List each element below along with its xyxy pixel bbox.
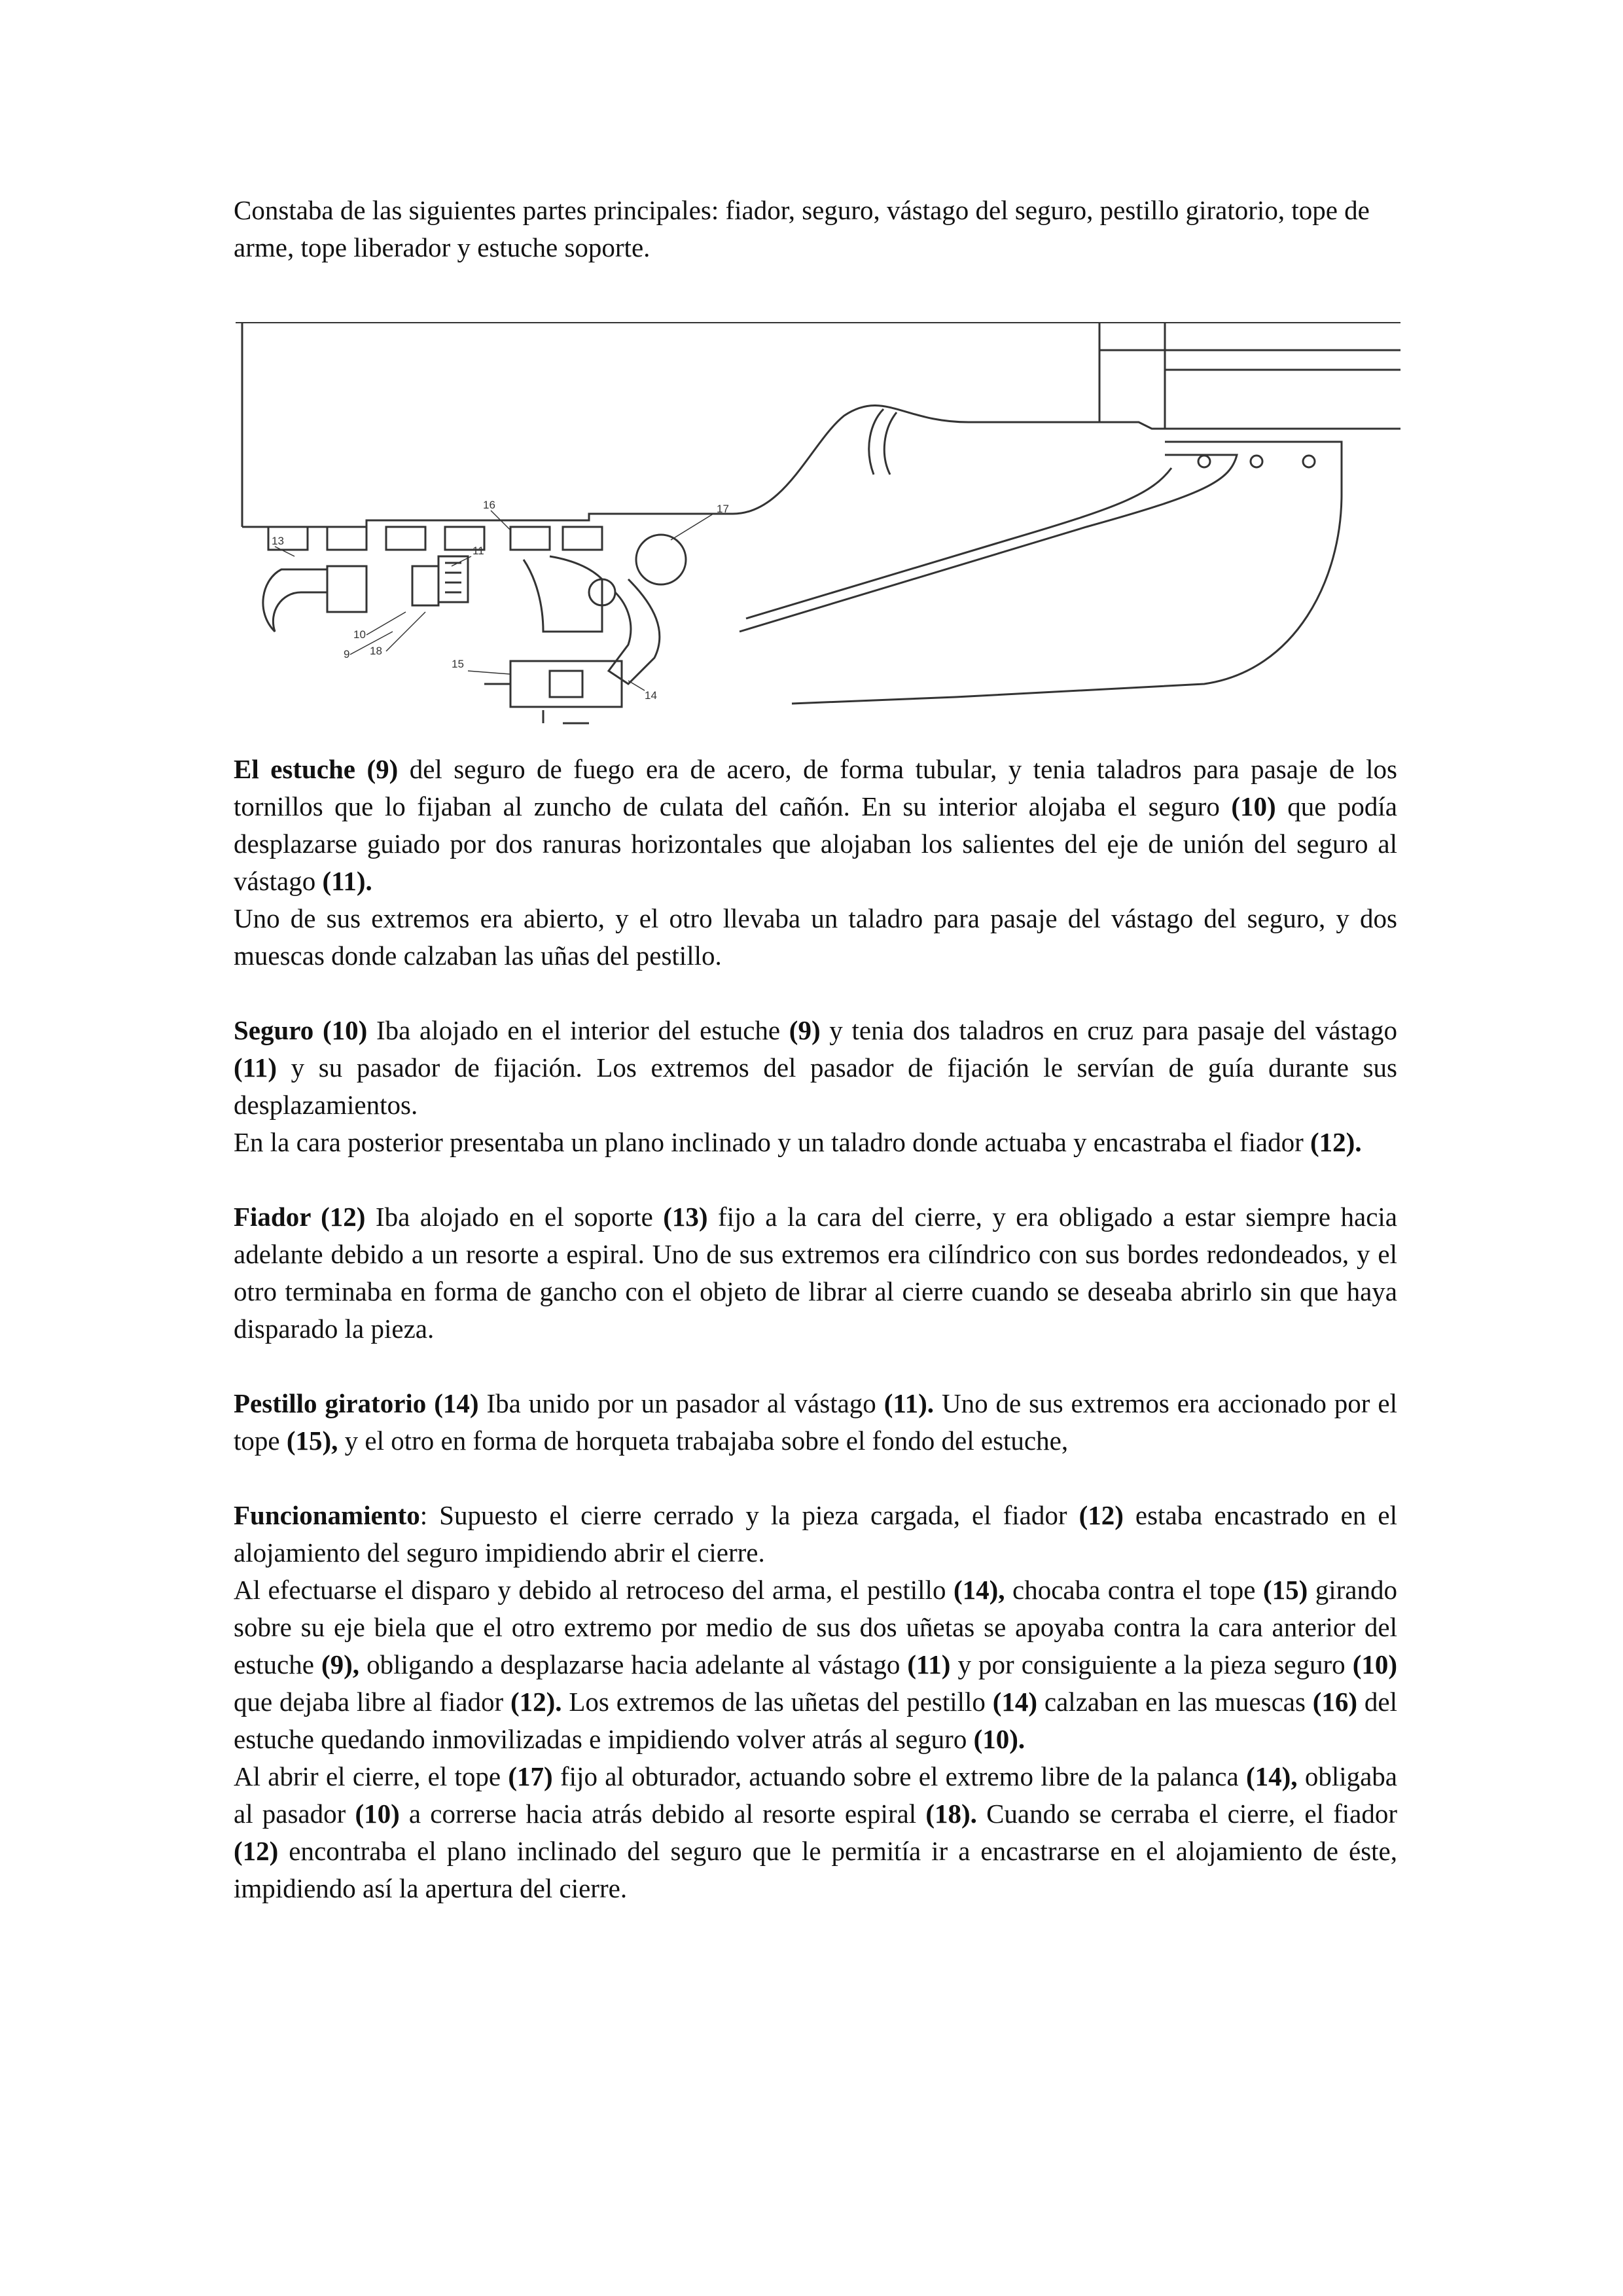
- ref-12: (12): [234, 1836, 279, 1866]
- ref-12: (12): [1079, 1500, 1124, 1530]
- fn-text: a correrse hacia atrás debido al resorte espiral: [399, 1799, 926, 1829]
- fn-text: girando sobre su eje biela que el otro extremo por medio de sus dos uñetas se apoyaba contra la cara anterior del estuche: [234, 1575, 1397, 1679]
- fn-text: obligaba al pasador: [234, 1761, 1397, 1829]
- mechanism-diagram: [236, 304, 1400, 730]
- funcionamiento-text-1: : Supuesto el cierre cerrado y la pieza cargada, el fiador: [419, 1500, 1079, 1530]
- fn-text: encontraba el plano inclinado del seguro que le permitía ir a encastrarse en el alojamiento de éste, impidiendo así la apertura del cierre.: [234, 1836, 1397, 1903]
- fn-text: fijo al obturador, actuando sobre el extremo libre de la palanca: [552, 1761, 1246, 1791]
- ref-18: (18).: [925, 1799, 977, 1829]
- funcionamiento-text-2: estaba encastrado en el alojamiento del seguro impidiendo abrir el cierre.: [234, 1500, 1397, 1568]
- ref-13: (13): [663, 1202, 708, 1232]
- diagram-label-11: 11: [473, 545, 484, 557]
- diagram-label-14: 14: [645, 689, 657, 702]
- diagram-label-13: 13: [272, 535, 284, 547]
- seguro-text-4: En la cara posterior presentaba un plano inclinado y un taladro donde actuaba y encastraba el fiador: [234, 1127, 1311, 1157]
- fn-text: Cuando se cerraba el cierre, el fiador: [976, 1799, 1397, 1829]
- ref-9: (9),: [321, 1649, 360, 1679]
- fn-text: calzaban en las muescas: [1037, 1687, 1313, 1717]
- ref-11: (11): [234, 1052, 277, 1083]
- pestillo-text-1: Iba unido por un pasador al vástago: [478, 1388, 884, 1418]
- fn-text: Al abrir el cierre, el tope: [234, 1761, 508, 1791]
- ref-15: (15): [1262, 1575, 1308, 1605]
- ref-9: (9): [789, 1015, 821, 1045]
- intro-paragraph: [234, 192, 1397, 266]
- fiador-term: Fiador (12): [234, 1202, 366, 1232]
- fn-text: y por consiguiente a la pieza seguro: [950, 1649, 1353, 1679]
- estuche-term: El estuche: [234, 754, 355, 784]
- ref-11: (11).: [883, 1388, 935, 1418]
- body-text: [234, 751, 1397, 1907]
- ref-9: (9): [366, 754, 399, 784]
- funcionamiento-paragraph: [234, 1497, 1397, 1571]
- funcionamiento-paragraph-2: [234, 1571, 1397, 1758]
- fn-text: del estuche quedando inmovilizadas e impidiendo volver atrás al seguro: [234, 1687, 1397, 1754]
- ref-11: (11).: [322, 866, 372, 896]
- mechanism-drawing: [236, 304, 1400, 730]
- fn-text: chocaba contra el tope: [1005, 1575, 1263, 1605]
- pestillo-paragraph: [234, 1385, 1397, 1460]
- funcionamiento-paragraph-3: [234, 1758, 1397, 1907]
- fiador-text-2: fijo a la cara del cierre, y era obligado a estar siempre hacia adelante debido a un resorte a espiral. Uno de sus extremos era cilíndrico con sus bordes redondeados, y el otro terminaba en forma de gancho con el objeto de librar al cierre cuando se deseaba abrirlo sin que haya disparado la pieza.: [234, 1202, 1397, 1344]
- diagram-label-10: 10: [353, 628, 366, 641]
- seguro-text-2: y tenia dos taladros en cruz para pasaje del vástago: [820, 1015, 1397, 1045]
- fn-text: Los extremos de las uñetas del pestillo: [562, 1687, 993, 1717]
- diagram-label-16: 16: [483, 499, 495, 511]
- funcionamiento-term: Funcionamiento: [234, 1500, 420, 1530]
- ref-14: (14): [992, 1687, 1038, 1717]
- ref-12: (12).: [1310, 1127, 1362, 1157]
- fn-text: que dejaba libre al fiador: [234, 1687, 510, 1717]
- seguro-paragraph: [234, 1012, 1397, 1124]
- seguro-text-3: y su pasador de fijación. Los extremos del pasador de fijación le servían de guía durante sus desplazamientos.: [234, 1052, 1397, 1120]
- pestillo-text-3: y el otro en forma de horqueta trabajaba sobre el fondo del estuche,: [338, 1426, 1069, 1456]
- seguro-paragraph-2: [234, 1124, 1397, 1161]
- diagram-label-15: 15: [452, 658, 464, 670]
- estuche-text-2: que podía desplazarse guiado por dos ranuras horizontales que alojaban los salientes del eje de unión del seguro al vástago: [234, 791, 1397, 896]
- ref-15: (15),: [286, 1426, 338, 1456]
- diagram-label-9: 9: [344, 648, 350, 660]
- seguro-text-1: Iba alojado en el interior del estuche: [367, 1015, 789, 1045]
- ref-12: (12).: [510, 1687, 562, 1717]
- ref-10: (10): [1352, 1649, 1397, 1679]
- estuche-text-1: del seguro de fuego era de acero, de forma tubular, y tenia taladros para pasaje de los tornillos que lo fijaban al zuncho de culata del cañón. En su interior alojaba el seguro: [234, 754, 1397, 821]
- ref-11: (11): [907, 1649, 951, 1679]
- pestillo-text-2: Uno de sus extremos era accionado por el tope: [234, 1388, 1397, 1456]
- estuche-paragraph-2: Uno de sus extremos era abierto, y el otro llevaba un taladro para pasaje del vástago del seguro, y dos muescas donde calzaban las uñas del pestillo.: [234, 903, 1397, 971]
- ref-16: (16): [1312, 1687, 1358, 1717]
- fn-text: obligando a desplazarse hacia adelante al vástago: [359, 1649, 908, 1679]
- fn-text: Al efectuarse el disparo y debido al retroceso del arma, el pestillo: [234, 1575, 954, 1605]
- pestillo-term: Pestillo giratorio (14): [234, 1388, 479, 1418]
- intro-text: Constaba de las siguientes partes principales: fiador, seguro, vástago del seguro, pestillo giratorio, tope de arme, tope liberador y estuche soporte.: [234, 195, 1370, 262]
- ref-10: (10): [355, 1799, 400, 1829]
- diagram-label-18: 18: [370, 645, 382, 657]
- diagram-label-17: 17: [717, 503, 729, 515]
- ref-10: (10): [1231, 791, 1276, 821]
- estuche-paragraph: [234, 751, 1397, 900]
- fiador-paragraph: [234, 1198, 1397, 1348]
- ref-14: (14),: [953, 1575, 1005, 1605]
- ref-14: (14),: [1245, 1761, 1298, 1791]
- seguro-term: Seguro (10): [234, 1015, 368, 1045]
- fiador-text-1: Iba alojado en el soporte: [365, 1202, 664, 1232]
- ref-17: (17): [508, 1761, 553, 1791]
- ref-10: (10).: [973, 1724, 1026, 1754]
